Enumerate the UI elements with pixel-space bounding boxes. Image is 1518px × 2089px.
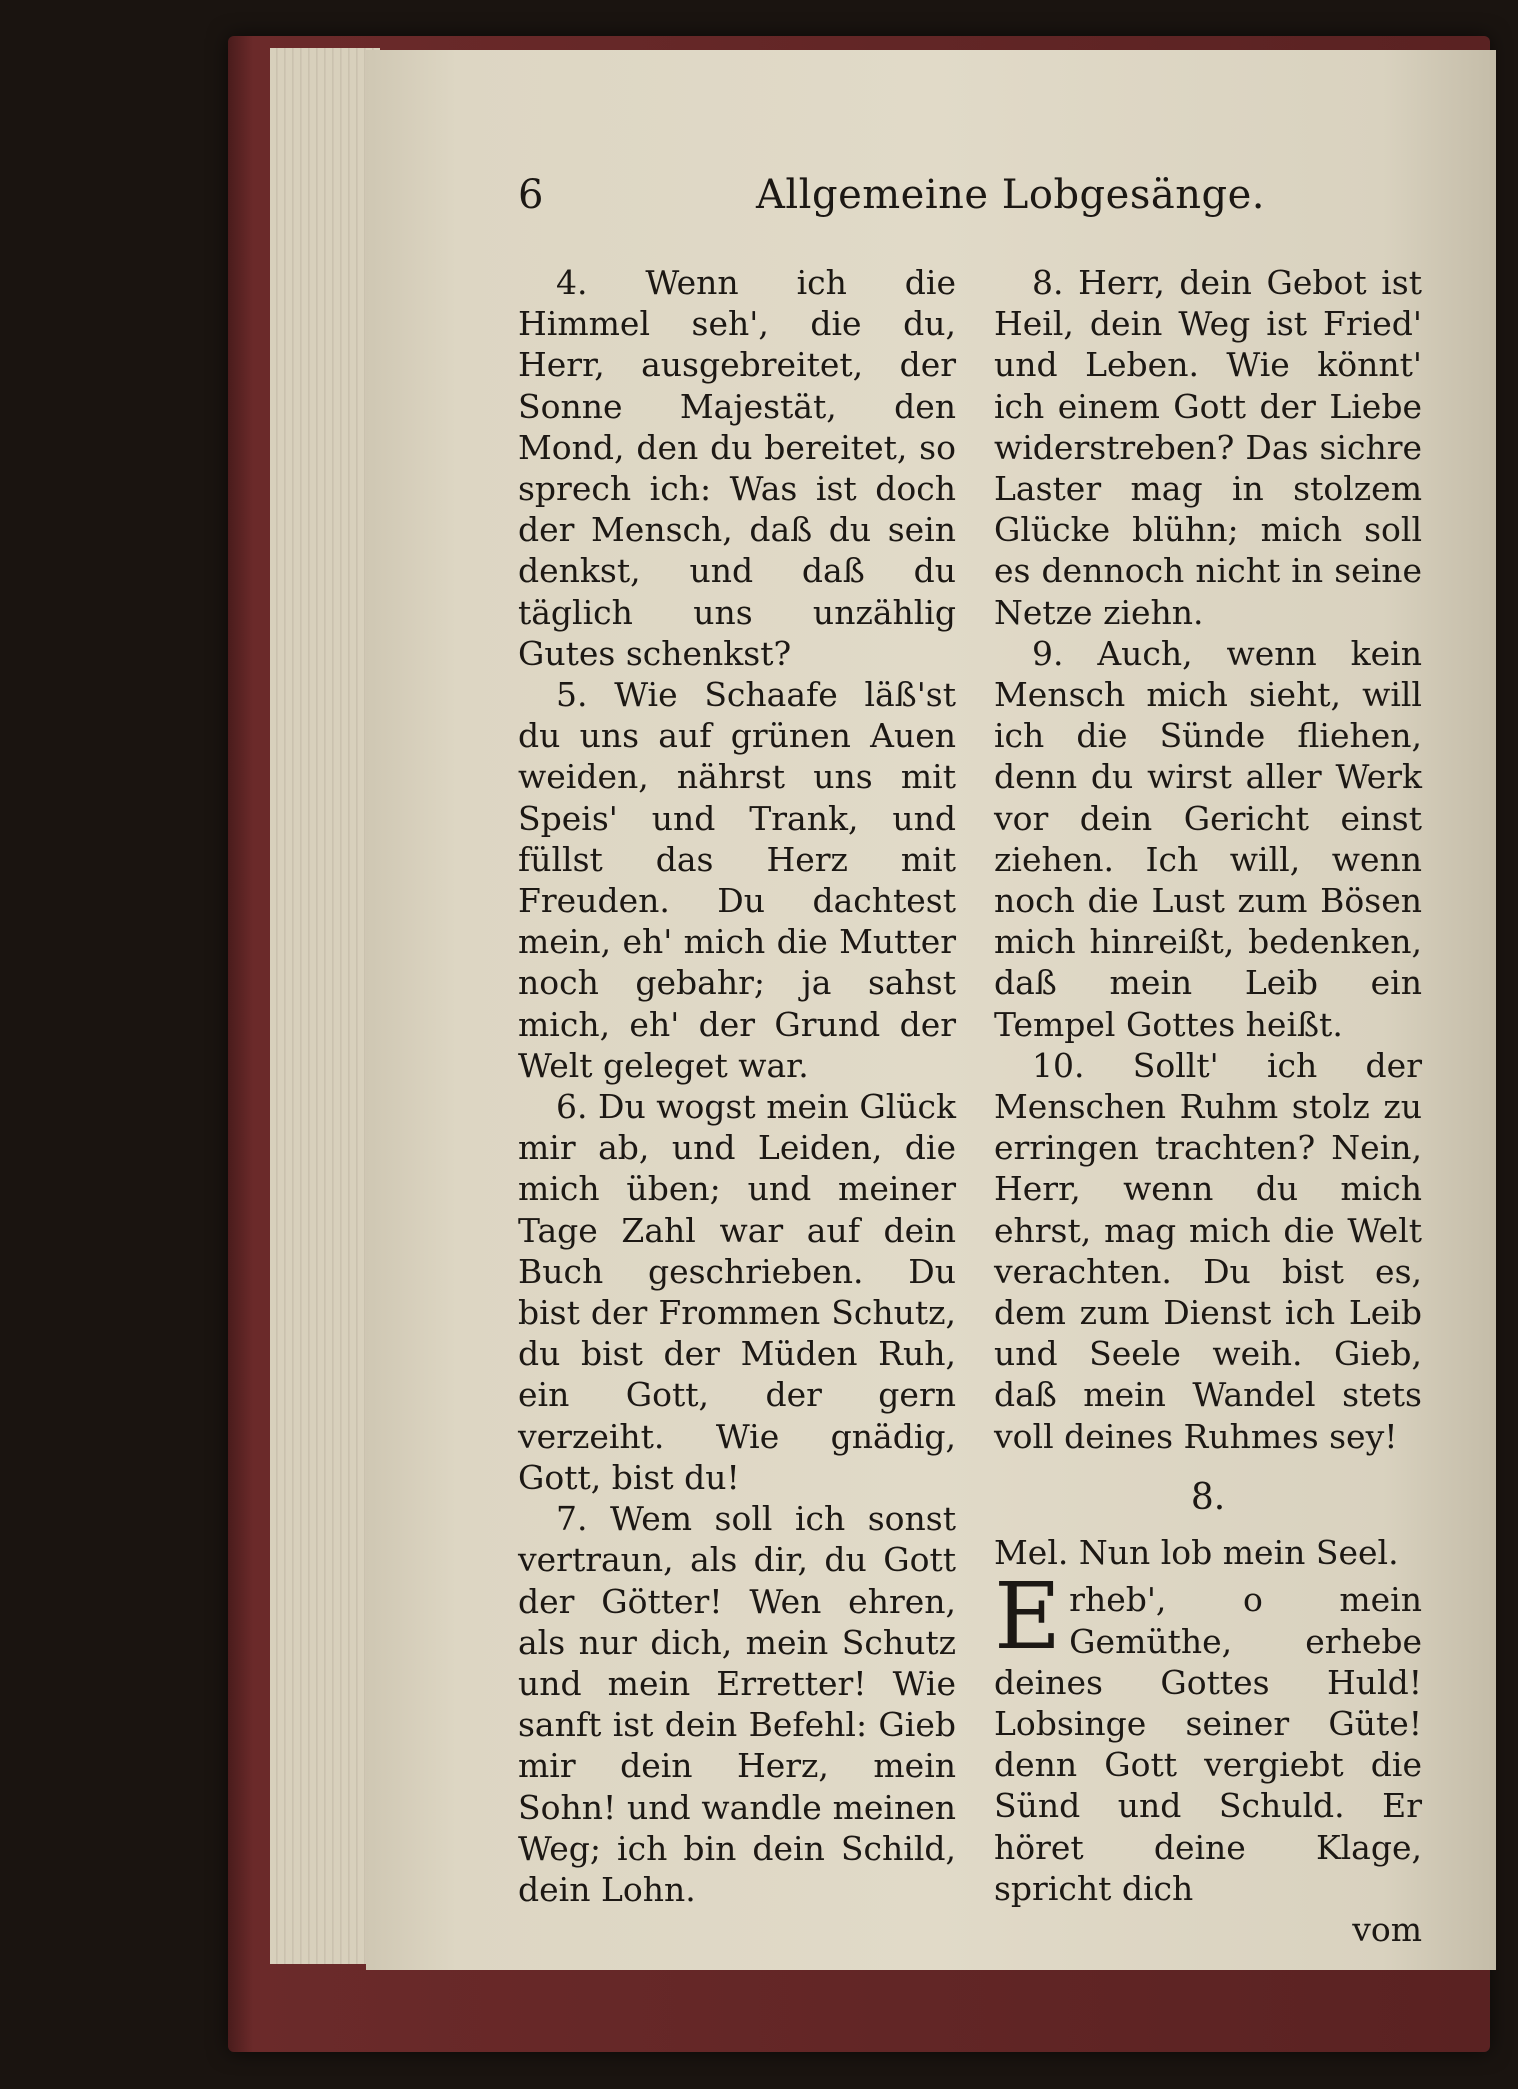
running-title: Allgemeine Lobgesänge. [756,172,1265,218]
melody-line: Mel. Nun lob mein Seel. [994,1533,1399,1573]
drop-cap-initial: E [994,1563,1062,1671]
song-number: 8. [1190,1476,1226,1518]
page-number: 6 [518,172,544,218]
verse-5: 5. Wie Schaafe läß'st du uns auf grünen Auen weiden, nährst uns mit Speis' und Trank, und füllst das Herz mit Freuden. Du dachtest mein, eh' mich die Mutter noch gebahr; ja sahst mich, eh' der Grund der Welt geleget war. [518,675,956,1085]
verse-9: 9. Auch, wenn kein Mensch mich sieht, will ich die Sünde fliehen, denn du wirst aller Werk vor dein Gericht einst ziehen. Ich will, wenn noch die Lust zum Bösen mich hinreißt, bedenken, daß mein Leib ein Tempel Gottes heißt. [994,633,1422,1044]
verse-6: 6. Du wogst mein Glück mir ab, und Leiden, die mich üben; und meiner Tage Zahl war auf dein Buch geschrieben. Du bist der Frommen Schutz, du bist der Müden Ruh, ein Gott, der gern verzeiht. Wie gnädig, Gott, bist du! [518,1087,956,1497]
song-first-verse-text: rheb', o mein Gemüthe, erhebe deines Gottes Huld! Lobsinge seiner Güte! denn Gott vergiebt die Sünd und Schuld. Er höret deine Klage, spricht dich [994,1580,1422,1908]
page-header [518,172,1518,232]
page-edges [270,48,380,1964]
verse-10: 10. Sollt' ich der Menschen Ruhm stolz zu erringen trachten? Nein, Herr, wenn du mich ehrst, mag mich die Welt verachten. Du bist es, dem zum Dienst ich Leib und Seele weih. Gieb, daß mein Wandel stets voll deines Ruhmes sey! [994,1045,1422,1456]
verse-7: 7. Wem soll ich sonst vertraun, als dir, du Gott der Götter! Wen ehren, als nur dich, mein Schutz und mein Erretter! Wie sanft ist dein Befehl: Gieb mir dein Herz, mein Sohn! und wandle meinen Weg; ich bin dein Schild, dein Lohn. [518,1499,956,1909]
left-column [518,262,956,1910]
right-column [994,262,1422,1950]
verse-8: 8. Herr, dein Gebot ist Heil, dein Weg ist Fried' und Leben. Wie könnt' ich einem Gott der Liebe widerstreben? Das sichre Laster mag in stolzem Glücke blühn; mich soll es dennoch nicht in seine Netze ziehn. [994,263,1422,632]
verse-4: 4. Wenn ich die Himmel seh', die du, Herr, ausgebreitet, der Sonne Majestät, den Mond, den du bereitet, so sprech ich: Was ist doch der Mensch, daß du sein denkst, und daß du täglich uns unzählig Gutes schenkst? [518,263,956,673]
song-first-verse [994,1563,1422,1909]
catchword: vom [1352,1909,1422,1949]
